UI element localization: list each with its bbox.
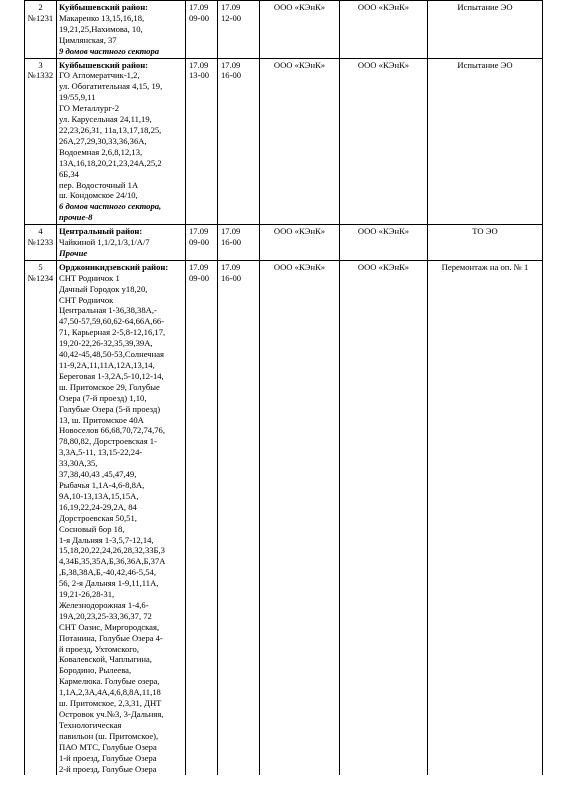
table-body bbox=[25, 1, 543, 776]
address-line: 19/55,9,11 bbox=[59, 92, 96, 103]
responsible-cell bbox=[340, 1, 428, 59]
address-line: 9А,10-13,13А,15,15А, bbox=[59, 490, 139, 501]
address-line: 3,3А,5-11, 13,15-22,24- bbox=[59, 447, 143, 458]
address-line: 13А,16,18,20,21,23,24А,25,2 bbox=[59, 157, 162, 168]
end-date: 17.09 bbox=[221, 261, 241, 272]
responsible-name: ООО «КЭнК» bbox=[357, 59, 410, 70]
address-line: 1-й проезд, Голубые Озера bbox=[59, 752, 157, 763]
responsible-name: ООО «КЭнК» bbox=[357, 226, 410, 237]
responsible-name: ООО «КЭнК» bbox=[357, 261, 410, 272]
end-date: 17.09 bbox=[221, 226, 241, 237]
address-line: 22,23,26,31, 11а,13,17,18,25, bbox=[59, 124, 162, 135]
work-type-cell bbox=[428, 260, 543, 775]
table-row bbox=[25, 260, 543, 775]
address-line: Дачный Городок у18,20, bbox=[59, 283, 148, 294]
address-line: СНТ Оазис, Миргородская, bbox=[59, 621, 160, 632]
district-name: Орджоникидзевский район: bbox=[59, 261, 169, 272]
address-cell bbox=[57, 58, 186, 225]
organization-cell bbox=[260, 260, 340, 775]
address-cell bbox=[57, 260, 186, 775]
start-date: 17.09 bbox=[189, 261, 209, 272]
address-line: Рыбачья 1,1А-4,6-8,8А, bbox=[59, 479, 145, 490]
organization-name: ООО «КЭнК» bbox=[273, 59, 326, 70]
address-line: 16,19,22,24-29,2А, 84 bbox=[59, 501, 137, 512]
address-line: ПАО МТС, Голубые Озера bbox=[59, 741, 157, 752]
row-number-cell bbox=[25, 58, 57, 225]
start-date: 17.09 bbox=[189, 59, 209, 70]
address-line: Озера (7-й проезд) 1,10, bbox=[59, 392, 147, 403]
end-time: 16-00 bbox=[221, 272, 242, 283]
address-line: 4,34Б,35,35А,Б,36,36А,Б,37А bbox=[59, 556, 166, 567]
end-time: 16-00 bbox=[221, 70, 242, 81]
address-line: ш. Кондомское 24/10, bbox=[59, 190, 138, 201]
address-cell bbox=[57, 1, 186, 59]
end-time: 16-00 bbox=[221, 237, 242, 248]
end-date: 17.09 bbox=[221, 59, 241, 70]
address-line: Ковалевской, Чаплыгина, bbox=[59, 654, 152, 665]
work-type: Испытание ЭО bbox=[457, 59, 513, 70]
work-type-cell bbox=[428, 225, 543, 261]
address-line: 56, 2-я Дальняя 1-9,11,11А, bbox=[59, 578, 159, 589]
organization-cell bbox=[260, 1, 340, 59]
address-line: 13, ш. Притомское 40А bbox=[59, 414, 144, 425]
address-line: Сосновый бор 18, bbox=[59, 523, 125, 534]
address-line: 1-я Дальняя 1-3,5,7-12,14, bbox=[59, 534, 154, 545]
address-line: ул. Обогатительная 4,15, 19, bbox=[59, 81, 163, 92]
address-line: Железнодорожная 1-4,6- bbox=[59, 599, 149, 610]
end-cell bbox=[218, 260, 260, 775]
address-line: 15,18,20,22,24,26,28,32,33Б,3 bbox=[59, 545, 165, 556]
address-line: 71, Карьерная 2-5,8-12,16,17, bbox=[59, 327, 166, 338]
address-line: Береговая 1-3,2А,5-10,12-14, bbox=[59, 370, 164, 381]
address-line: Кармелюка. Голубые озера, bbox=[59, 676, 160, 687]
end-cell bbox=[218, 225, 260, 261]
row-number-cell bbox=[25, 260, 57, 775]
address-line: ш. Притомское, 2,3,31, ДНТ bbox=[59, 698, 162, 709]
address-note: прочие-8 bbox=[59, 212, 93, 223]
work-type-cell bbox=[428, 58, 543, 225]
end-date: 17.09 bbox=[221, 2, 241, 12]
address-note: Прочие bbox=[59, 247, 88, 258]
address-line: Центральная 1-36,38,38А,- bbox=[59, 305, 157, 316]
end-cell bbox=[218, 58, 260, 225]
start-time: 09-00 bbox=[189, 12, 210, 23]
address-line: й проезд, Ухтомского, bbox=[59, 643, 139, 654]
address-line: 78,80,82, Дорстроевская 1- bbox=[59, 436, 157, 447]
address-line: 19А,20,23,25-33,36,37, 72 bbox=[59, 610, 152, 621]
row-index: 4 bbox=[38, 226, 43, 237]
address-line: Потанина, Голубые Озера 4- bbox=[59, 632, 163, 643]
responsible-cell bbox=[340, 58, 428, 225]
organization-name: ООО «КЭнК» bbox=[273, 2, 326, 12]
address-line: 33,30А,35, bbox=[59, 458, 98, 469]
request-id: №1233 bbox=[27, 237, 54, 248]
organization-name: ООО «КЭнК» bbox=[273, 226, 326, 237]
work-type-cell bbox=[428, 1, 543, 59]
address-line: пер. Водосточный 1А bbox=[59, 179, 139, 190]
address-line: Цимлянская, 37 bbox=[59, 34, 117, 45]
request-id: №1234 bbox=[27, 272, 54, 283]
row-index: 5 bbox=[38, 261, 43, 272]
address-line: ул. Карусельная 24,11,19, bbox=[59, 114, 152, 125]
start-cell bbox=[186, 1, 218, 59]
address-line: 19,21,25,Нахимова, 10, bbox=[59, 23, 143, 34]
start-cell bbox=[186, 58, 218, 225]
row-number-cell bbox=[25, 1, 57, 59]
end-cell bbox=[218, 1, 260, 59]
address-line: 40,42-45,48,50-53,Солнечная bbox=[59, 349, 164, 360]
address-line: 47,50-57,59,60,62-64,66А,66- bbox=[59, 316, 165, 327]
table-row bbox=[25, 58, 543, 225]
organization-name: ООО «КЭнК» bbox=[273, 261, 326, 272]
row-number-cell bbox=[25, 225, 57, 261]
address-line: Водоемная 2,6,8,12,13, bbox=[59, 146, 143, 157]
district-name: Центральный район: bbox=[59, 226, 143, 237]
address-line: Островок уч.№3, 3-Дальняя, bbox=[59, 709, 164, 719]
address-line: 6Б,34 bbox=[59, 168, 79, 179]
address-line: 19,20-22,26-32,35,39,39А, bbox=[59, 338, 153, 349]
address-line: павильон (ш. Притомское), bbox=[59, 730, 159, 741]
work-type: Перемонтаж на оп. № 1 bbox=[441, 261, 529, 272]
start-date: 17.09 bbox=[189, 226, 209, 237]
table-row bbox=[25, 225, 543, 261]
row-index: 3 bbox=[38, 59, 43, 70]
end-time: 12-00 bbox=[221, 12, 242, 23]
work-type: Испытание ЭО bbox=[457, 2, 513, 12]
address-line: 11-9,2А,11,11А,12А,13,14, bbox=[59, 360, 155, 370]
address-line: ,Б,38,38А,Б,-40,42,46-5,54, bbox=[59, 567, 156, 578]
start-date: 17.09 bbox=[189, 2, 209, 12]
district-name: Куйбышевский район: bbox=[59, 59, 149, 70]
address-line: ГО Металлург-2 bbox=[59, 103, 120, 114]
district-name: Куйбышевский район: bbox=[59, 2, 149, 12]
responsible-cell bbox=[340, 225, 428, 261]
organization-cell bbox=[260, 58, 340, 225]
address-line: Чайкиной 1,1/2,1/3,1/А/7 bbox=[59, 237, 150, 248]
address-line: 1,1А,2,3А,4А,4,6,8,8А,11,18 bbox=[59, 687, 161, 698]
organization-cell bbox=[260, 225, 340, 261]
address-line: ГО Агломератчик-1,2, bbox=[59, 70, 140, 81]
start-cell bbox=[186, 225, 218, 261]
responsible-cell bbox=[340, 260, 428, 775]
address-line: Новоселов 66,68,70,72,74,76, bbox=[59, 425, 165, 436]
address-line: 37,38,40,43 ,45,47,49, bbox=[59, 469, 137, 480]
start-time: 09-00 bbox=[189, 272, 210, 283]
address-line: 2-й проезд, Голубые Озера bbox=[59, 763, 157, 774]
address-line: Макаренко 13,15,16,18, bbox=[59, 12, 145, 23]
address-note: 6 домов частного сектора, bbox=[59, 201, 162, 212]
outage-schedule-table bbox=[24, 0, 543, 775]
start-time: 13-00 bbox=[189, 70, 210, 81]
address-line: 26А,27,29,30,33,36,36А, bbox=[59, 135, 147, 146]
address-cell bbox=[57, 225, 186, 261]
request-id: №1231 bbox=[27, 12, 54, 23]
address-line: Голубые Озера (5-й проезд) bbox=[59, 403, 161, 414]
start-cell bbox=[186, 260, 218, 775]
address-line: 19,21-26,28-31, bbox=[59, 589, 115, 600]
address-line: Дорстроевская 50,51, bbox=[59, 512, 137, 523]
address-line: СНТ Родничок bbox=[59, 294, 114, 305]
address-line: Технологическая bbox=[59, 719, 122, 730]
address-note: 9 домов частного сектора bbox=[59, 45, 160, 56]
table-row bbox=[25, 1, 543, 59]
request-id: №1332 bbox=[27, 70, 54, 81]
row-index: 2 bbox=[38, 2, 43, 12]
address-line: Бородино, Рылеева, bbox=[59, 665, 132, 676]
responsible-name: ООО «КЭнК» bbox=[357, 2, 410, 12]
start-time: 09-00 bbox=[189, 237, 210, 248]
work-type: ТО ЭО bbox=[472, 226, 498, 237]
address-line: СНТ Родничок 1 bbox=[59, 272, 120, 283]
address-line: ш. Притомское 29, Голубые bbox=[59, 381, 160, 392]
